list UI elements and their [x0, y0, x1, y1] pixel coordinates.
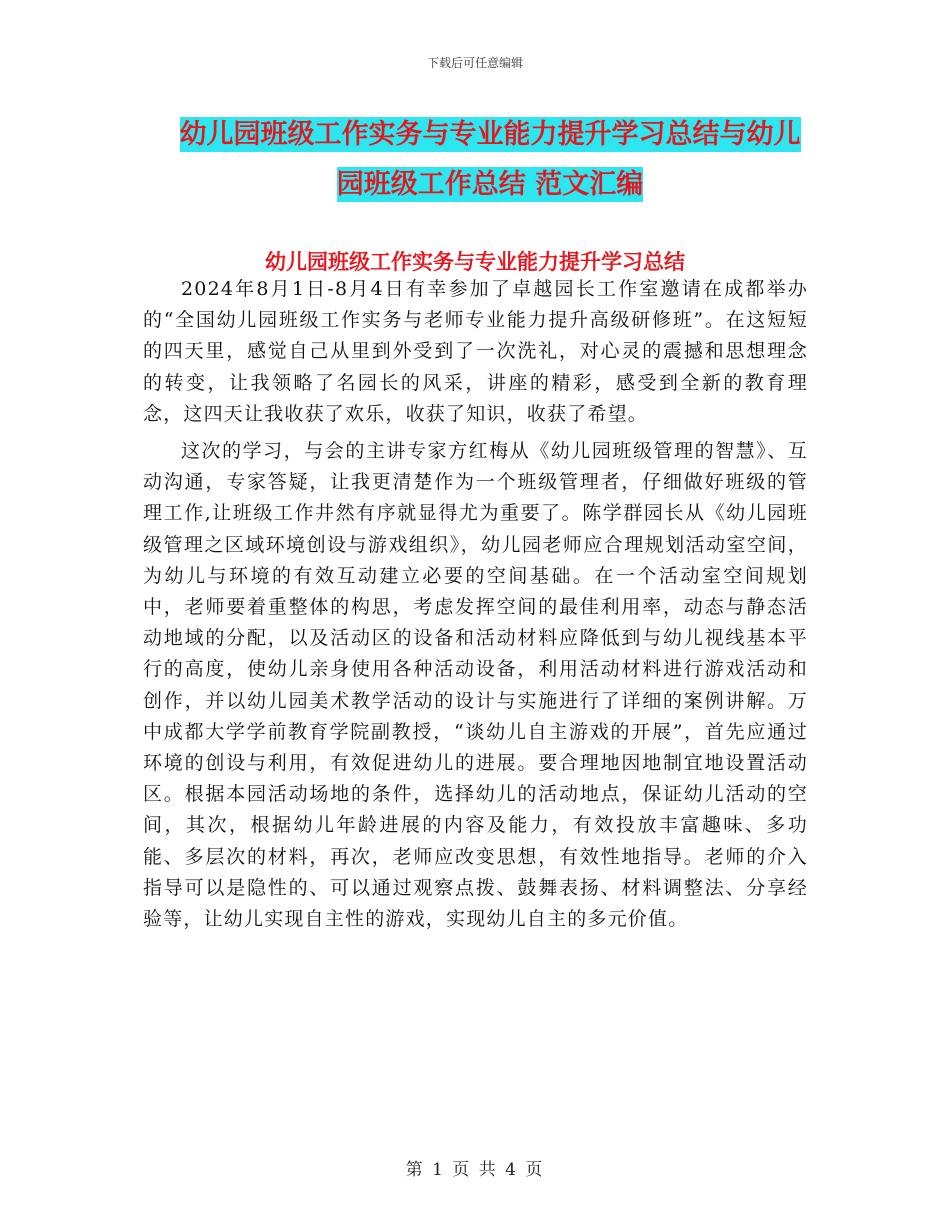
document-title — [150, 110, 830, 210]
body-text — [143, 274, 808, 935]
document-title-line-2: 园班级工作总结 范文汇编 — [336, 169, 644, 200]
header-note: 下载后可任意编辑 — [426, 56, 523, 70]
section-title: 幼儿园班级工作实务与专业能力提升学习总结 — [265, 250, 685, 274]
paragraph-2: 这次的学习，与会的主讲专家方红梅从《幼儿园班级管理的智慧》、互动沟通，专家答疑，让我更清楚作为一个班级管理者，仔细做好班级的管理工作,让班级工作井然有序就显得尤为重要了。陈学群园长从《幼儿园班级管理之区域环境创设与游戏组织》，幼儿园老师应合理规划活动室空间，为幼儿与环境的有效互动建立必要的空间基础。在一个活动室空间规划中，老师要着重整体的构思，考虑发挥空间的最佳利用率，动态与静态活动地域的分配，以及活动区的设备和活动材料应降低到与幼儿视线基本平行的高度，使幼儿亲身使用各种活动设备，利用活动材料进行游戏活动和创作，并以幼儿园美术教学活动的设计与实施进行了详细的案例讲解。万中成都大学学前教育学院副教授，“谈幼儿自主游戏的开展”，首先应通过环境的创设与利用，有效促进幼儿的进展。要合理地因地制宜地设置活动区。根据本园活动场地的条件，选择幼儿的活动地点，保证幼儿活动的空间，其次，根据幼儿年龄进展的内容及能力，有效投放丰富趣味、多功能、多层次的材料，再次，老师应改变思想，有效性地指导。老师的介入指导可以是隐性的、可以通过观察点拨、鼓舞表扬、材料调整法、分享经验等，让幼儿实现自主性的游戏，实现幼儿自主的多元价值。 — [143, 440, 808, 931]
document-title-line-1: 幼儿园班级工作实务与专业能力提升学习总结与幼儿 — [179, 119, 801, 150]
page-footer: 第 1 页 共 4 页 — [405, 1160, 545, 1180]
paragraph-1: 2024年8月1日-8月4日有幸参加了卓越园长工作室邀请在成都举办的“全国幼儿园班级工作实务与老师专业能力提升高级研修班”。在这短短的四天里，感觉自己从里到外受到了一次洗礼，对心灵的震撼和思想理念的转变，让我领略了名园长的风采，讲座的精彩，感受到全新的教育理念，这四天让我收获了欢乐，收获了知识，收获了希望。 — [143, 278, 808, 425]
